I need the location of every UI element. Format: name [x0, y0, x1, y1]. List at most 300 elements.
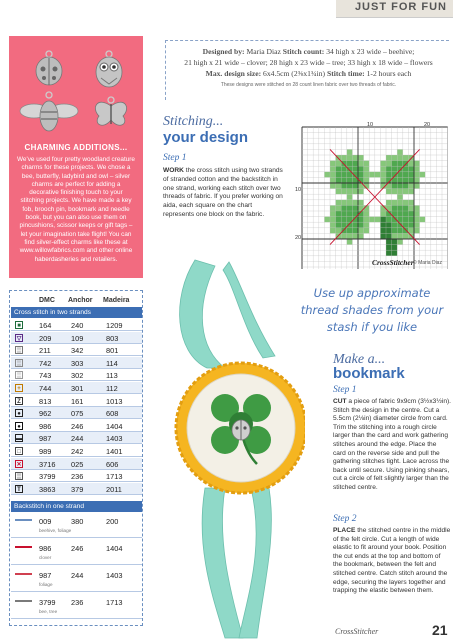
key-madeira: 1713 — [106, 598, 123, 607]
key-row — [11, 357, 142, 369]
chart-stitch — [414, 166, 420, 172]
chart-stitch — [397, 205, 403, 211]
chart-stitch — [380, 161, 386, 167]
chart-stitch — [386, 161, 392, 167]
chart-stitch — [408, 189, 414, 195]
key-madeira: 200 — [106, 517, 119, 526]
chart-stitch — [403, 189, 409, 195]
chart-stitch — [330, 183, 336, 189]
chart-stitch — [386, 233, 392, 239]
chart-stitch — [347, 211, 353, 217]
chart-stitch — [386, 217, 392, 223]
key-header-dmc: DMC — [39, 297, 55, 304]
key-symbol: □ — [15, 447, 23, 455]
chart-stitch — [336, 205, 342, 211]
chart-stitch — [341, 183, 347, 189]
chart-stitch — [330, 222, 336, 228]
chart-stitch — [386, 245, 392, 251]
chart-stitch — [341, 177, 347, 183]
bee-charm-icon — [20, 92, 78, 131]
chart-stitch — [341, 217, 347, 223]
key-anchor: 246 — [71, 421, 84, 431]
key-symbol: ■ — [15, 321, 23, 329]
backstitch-line-swatch — [15, 573, 32, 575]
chart-stitch — [358, 161, 364, 167]
chart-stitch — [364, 217, 370, 223]
chart-stitch — [414, 161, 420, 167]
key-note: bee, tree — [39, 609, 58, 614]
chart-stitch — [341, 166, 347, 172]
key-anchor: 240 — [71, 321, 84, 330]
key-madeira: 2011 — [106, 484, 122, 494]
key-dmc: 3799 — [39, 598, 56, 607]
bookmark-photo — [165, 258, 305, 640]
key-madeira: 112 — [106, 384, 118, 393]
chart-stitch — [408, 172, 414, 178]
chart-stitch — [347, 239, 353, 245]
chart-stitch — [358, 217, 364, 223]
key-anchor: 236 — [71, 472, 84, 482]
chart-stitch — [352, 205, 358, 211]
key-dmc: 3716 — [39, 459, 56, 469]
key-note: foliage — [39, 582, 53, 587]
key-dmc: 987 — [39, 571, 52, 580]
chart-stitch — [336, 211, 342, 217]
key-note: beehive, foliage — [39, 528, 72, 533]
chart-stitch — [386, 250, 392, 256]
bookmark-step1-text — [333, 398, 451, 493]
chart-stitch — [397, 211, 403, 217]
bookmark-subtitle: bookmark — [333, 365, 405, 382]
key-dmc: 986 — [39, 544, 52, 553]
key-row — [11, 319, 142, 331]
key-note: clover — [39, 555, 52, 560]
key-madeira: 606 — [106, 459, 119, 469]
chart-stitch — [408, 222, 414, 228]
chart-stitch — [352, 166, 358, 172]
chart-stitch — [364, 166, 370, 172]
bookmark-step1-body: a piece of fabric 9x9cm (3½x3½in). Stitch the design in the centre. Cut a 5.5cm (2⅛in) diameter circle from card. Trim the stitching into a rough circle larger than the card and work gathering stitches around the edge. Place the card on the reverse side and pull the gathering stitches tight. Lace across the back until secure. Using pinking shears, cut a circle of felt slightly larger than the stitched centre. — [333, 398, 452, 491]
chart-stitch — [336, 217, 342, 223]
chart-stitch — [358, 189, 364, 195]
chart-stitch — [420, 217, 426, 223]
chart-stitch — [403, 211, 409, 217]
chart-stitch — [403, 205, 409, 211]
chart-stitch — [414, 211, 420, 217]
chart-stitch — [364, 177, 370, 183]
chart-stitch — [414, 205, 420, 211]
key-symbol: T — [15, 485, 23, 493]
key-anchor: 075 — [71, 409, 84, 419]
chart-stitch — [380, 177, 386, 183]
key-dmc: 209 — [39, 333, 52, 343]
key-backstitch-row — [11, 540, 142, 565]
chart-stitch — [347, 194, 353, 200]
key-madeira: 1013 — [106, 396, 123, 406]
chart-stitch — [397, 233, 403, 239]
chart-label-20-left: 20 — [295, 235, 302, 241]
bookmark-step2-label: Step 2 — [333, 514, 357, 524]
chart-stitch — [408, 166, 414, 172]
chart-stitch — [392, 245, 398, 251]
chart-stitch — [414, 172, 420, 178]
clover-chart — [294, 119, 449, 269]
bookmark-step2-lead: PLACE — [333, 527, 356, 534]
chart-stitch — [414, 222, 420, 228]
chart-stitch — [375, 172, 381, 178]
chart-stitch — [380, 222, 386, 228]
bookmark-step1-lead: CUT — [333, 398, 347, 405]
chart-stitch — [397, 183, 403, 189]
footer-magazine: CrossStitcher — [335, 627, 379, 636]
chart-stitch — [408, 183, 414, 189]
chart-stitch — [380, 217, 386, 223]
chart-stitch — [386, 228, 392, 234]
chart-stitch — [375, 217, 381, 223]
chart-stitch — [347, 222, 353, 228]
chart-stitch — [341, 189, 347, 195]
handwritten-line-1: Use up approximate — [313, 286, 431, 300]
key-anchor: 244 — [71, 571, 84, 580]
key-row — [11, 369, 142, 381]
banner-text: JUST FOR FUN — [354, 1, 447, 13]
chart-stitch — [403, 166, 409, 172]
key-madeira: 1404 — [106, 421, 123, 431]
key-madeira: 1209 — [106, 321, 123, 330]
chart-stitch — [358, 155, 364, 161]
stitching-title: Stitching... — [163, 114, 224, 129]
chart-stitch — [358, 222, 364, 228]
stitching-body: the cross stitch using two strands of stranded cotton and the backstitch in one strand, working each stitch over two threads of fabric. If you prefer working on aida, each square on the chart represents one block on the fabric. — [163, 167, 283, 218]
chart-stitch — [414, 177, 420, 183]
design-info — [165, 40, 449, 100]
chart-stitch — [347, 205, 353, 211]
chart-stitch — [336, 161, 342, 167]
chart-stitch — [386, 166, 392, 172]
chart-stitch — [397, 239, 403, 245]
chart-stitch — [330, 217, 336, 223]
chart-stitch — [386, 200, 392, 206]
chart-stitch — [330, 161, 336, 167]
chart-stitch — [324, 217, 330, 223]
key-madeira: 1713 — [106, 472, 123, 482]
chart-stitch — [341, 155, 347, 161]
key-anchor: 302 — [71, 371, 84, 381]
owl-charm-icon — [96, 51, 122, 87]
chart-stitch — [392, 233, 398, 239]
backstitch-line-swatch — [15, 600, 32, 602]
chart-stitch — [341, 233, 347, 239]
key-madeira: 608 — [106, 409, 119, 419]
key-madeira: 114 — [106, 358, 118, 368]
chart-stitch — [352, 155, 358, 161]
design-info-line1 — [172, 46, 445, 57]
chart-stitch — [380, 172, 386, 178]
key-dmc: 813 — [39, 396, 52, 406]
chart-stitch — [330, 211, 336, 217]
charms-panel — [9, 36, 143, 278]
chart-stitch — [392, 239, 398, 245]
clover-chart-svg — [294, 119, 449, 269]
key-dmc: 989 — [39, 447, 52, 456]
chart-stitch — [336, 222, 342, 228]
key-row — [11, 407, 142, 419]
chart-stitch — [358, 228, 364, 234]
chart-stitch — [392, 166, 398, 172]
key-anchor: 025 — [71, 459, 84, 469]
key-dmc: 743 — [39, 371, 52, 381]
chart-stitch — [386, 172, 392, 178]
design-info-line2: 21 high x 21 wide – clover; 28 high x 23 wide – tree; 33 high x 18 wide – flowers — [184, 58, 433, 67]
key-symbol: ● — [15, 409, 23, 417]
key-madeira: 113 — [106, 371, 118, 381]
chart-stitch — [380, 228, 386, 234]
key-anchor: 379 — [71, 484, 84, 494]
chart-stitch — [330, 166, 336, 172]
chart-stitch — [330, 205, 336, 211]
ladybird-charm-icon — [232, 420, 250, 440]
chart-stitch — [336, 183, 342, 189]
key-symbol: ▬ — [16, 436, 22, 443]
chart-stitch — [397, 161, 403, 167]
chart-stitch — [397, 194, 403, 200]
chart-stitch — [347, 149, 353, 155]
key-row — [11, 395, 142, 407]
chart-stitch — [403, 217, 409, 223]
key-row — [11, 344, 142, 356]
chart-copyright: © Maria Diaz — [413, 260, 442, 266]
chart-stitch — [414, 228, 420, 234]
key-anchor: 242 — [71, 447, 84, 456]
bookmark-title: Make a... — [333, 352, 386, 367]
chart-stitch — [408, 228, 414, 234]
chart-stitch — [392, 228, 398, 234]
chart-stitch — [386, 239, 392, 245]
chart-stitch — [392, 189, 398, 195]
butterfly-charm-icon — [95, 97, 126, 125]
key-madeira: 1401 — [106, 447, 123, 456]
chart-stitch — [392, 183, 398, 189]
chart-stitch — [408, 177, 414, 183]
key-header-anchor: Anchor — [68, 297, 93, 304]
chart-stitch — [397, 189, 403, 195]
thread-key — [9, 290, 143, 626]
stitch-time-label: Stitch time: — [326, 69, 365, 78]
key-anchor: 246 — [71, 544, 84, 553]
page-number: 21 — [432, 622, 448, 638]
key-row — [11, 483, 142, 495]
chart-stitch — [330, 228, 336, 234]
chart-stitch — [352, 222, 358, 228]
key-dmc: 987 — [39, 434, 52, 444]
chart-stitch — [364, 222, 370, 228]
chart-stitch — [408, 200, 414, 206]
key-dmc: 742 — [39, 358, 52, 368]
backstitch-line-swatch — [15, 519, 32, 521]
key-anchor: 342 — [71, 346, 84, 356]
chart-stitch — [386, 189, 392, 195]
chart-stitch — [397, 228, 403, 234]
chart-stitch — [380, 233, 386, 239]
chart-stitch — [336, 200, 342, 206]
design-info-note: These designs were stitched on 28 count linen fabric over two threads of fabric. — [220, 82, 397, 88]
key-row — [11, 458, 142, 470]
chart-stitch — [341, 200, 347, 206]
key-anchor: 244 — [71, 434, 84, 444]
chart-stitch — [352, 233, 358, 239]
chart-stitch — [341, 211, 347, 217]
chart-stitch — [414, 217, 420, 223]
chart-stitch — [408, 217, 414, 223]
key-dmc: 211 — [39, 346, 51, 356]
chart-stitch — [403, 233, 409, 239]
chart-stitch — [397, 155, 403, 161]
chart-stitch — [347, 161, 353, 167]
chart-stitch — [347, 155, 353, 161]
stitch-count-value: 34 high x 23 wide – beehive; — [326, 47, 415, 56]
chart-stitch — [403, 183, 409, 189]
key-symbol: ● — [15, 422, 23, 430]
design-size-label: Max. design size: — [205, 69, 262, 78]
chart-stitch — [414, 183, 420, 189]
chart-stitch — [397, 222, 403, 228]
stitching-subtitle: your design — [163, 129, 249, 146]
chart-label-20-top: 20 — [424, 122, 431, 128]
chart-stitch — [403, 222, 409, 228]
chart-stitch — [420, 172, 426, 178]
key-dmc: 164 — [39, 321, 52, 330]
chart-stitch — [330, 172, 336, 178]
chart-stitch — [347, 183, 353, 189]
chart-stitch — [392, 161, 398, 167]
key-backstitch-row — [11, 594, 142, 619]
chart-stitch — [341, 228, 347, 234]
key-madeira: 803 — [106, 333, 119, 343]
chart-stitch — [352, 200, 358, 206]
chart-stitch — [364, 172, 370, 178]
chart-stitch — [369, 172, 375, 178]
chart-stitch — [392, 205, 398, 211]
chart-stitch — [386, 222, 392, 228]
key-row — [11, 420, 142, 432]
ladybird-charm-icon — [36, 51, 62, 85]
chart-stitch — [397, 200, 403, 206]
stitching-lead: WORK — [163, 167, 184, 174]
chart-stitch — [352, 228, 358, 234]
chart-stitch — [347, 166, 353, 172]
chart-stitch — [397, 166, 403, 172]
chart-stitch — [358, 172, 364, 178]
bookmark-step2-text — [333, 527, 451, 596]
chart-stitch — [408, 205, 414, 211]
chart-stitch — [392, 200, 398, 206]
bookmark-step1-label: Step 1 — [333, 385, 357, 395]
chart-stitch — [392, 250, 398, 256]
chart-stitch — [358, 166, 364, 172]
chart-stitch — [341, 205, 347, 211]
key-anchor: 380 — [71, 517, 84, 526]
chart-stitch — [336, 172, 342, 178]
key-anchor: 236 — [71, 598, 84, 607]
key-anchor: 303 — [71, 358, 84, 368]
designer-value: Maria Diaz — [246, 47, 281, 56]
chart-stitch — [347, 189, 353, 195]
chart-stitch — [408, 161, 414, 167]
chart-stitch — [369, 217, 375, 223]
chart-stitch — [380, 211, 386, 217]
key-madeira: 1403 — [106, 571, 123, 580]
chart-stitch — [380, 166, 386, 172]
chart-stitch — [403, 200, 409, 206]
designer-label: Designed by: — [202, 47, 245, 56]
chart-stitch — [403, 155, 409, 161]
chart-stitch — [397, 177, 403, 183]
key-anchor: 301 — [71, 384, 84, 393]
chart-stitch — [358, 200, 364, 206]
chart-stitch — [364, 211, 370, 217]
stitching-step-text — [163, 167, 283, 220]
bookmark-step2-body: the stitched centre in the middle of the felt circle. Cut a length of wide elastic to fit around your book. Position the cut ends at the top and bottom of the bookmark, between the felt and stitched centre. Catch stitch around the edge, securing the layers together and trapping the elastic between them. — [333, 527, 451, 595]
section-banner — [336, 0, 453, 18]
chart-stitch — [364, 228, 370, 234]
key-dmc: 962 — [39, 409, 52, 419]
design-size-value: 6x4.5cm (2⅜x1¾in) — [263, 69, 326, 78]
key-header-madeira: Madeira — [103, 297, 130, 304]
chart-stitch — [324, 172, 330, 178]
key-row — [11, 382, 142, 394]
chart-stitch — [341, 172, 347, 178]
key-madeira: 801 — [106, 346, 119, 356]
chart-stitch — [347, 228, 353, 234]
chart-stitch — [341, 222, 347, 228]
key-backstitch-row — [11, 513, 142, 538]
key-symbol: ▽ — [16, 335, 22, 342]
chart-stitch — [403, 228, 409, 234]
chart-stitch — [336, 228, 342, 234]
chart-stitch — [352, 189, 358, 195]
chart-label-10-left: 10 — [295, 187, 302, 193]
chart-stitch — [403, 177, 409, 183]
key-anchor: 161 — [71, 396, 84, 406]
chart-stitch — [403, 172, 409, 178]
chart-stitch — [330, 177, 336, 183]
key-row — [11, 432, 142, 444]
chart-stitch — [336, 189, 342, 195]
key-cross-title: Cross stitch in two strands — [11, 307, 142, 318]
key-symbol: ▒ — [16, 348, 22, 355]
key-symbol: ✕ — [16, 461, 22, 468]
chart-stitch — [352, 183, 358, 189]
key-anchor: 109 — [71, 333, 84, 343]
chart-stitch — [336, 166, 342, 172]
chart-stitch — [364, 161, 370, 167]
key-row — [11, 332, 142, 344]
charms-photo — [9, 36, 143, 140]
chart-stitch — [347, 200, 353, 206]
backstitch-line-swatch — [15, 546, 32, 548]
key-madeira: 1404 — [106, 544, 123, 553]
chart-stitch — [397, 149, 403, 155]
charms-heading: CHARMING ADDITIONS... — [24, 143, 128, 152]
charms-body: We've used four pretty woodland creature charms for these projects. We chose a bee, butterfly, ladybird and owl – silver charms are perfect for adding a decorative finishing touch to your stitching projects. We have made a key fob, brooch pin, bookmark and needle book, but you can also use them on pincushions, scissor keeps or gift tags – let your imagination take flight! You can find silver-effect charms like these at www.willowfabrics.com and other online haberdasheries and retailers. — [17, 156, 135, 263]
stitch-count-label: Stitch count: — [282, 47, 325, 56]
key-symbol: + — [15, 384, 23, 392]
chart-stitch — [347, 233, 353, 239]
key-symbol: ▒ — [16, 360, 22, 367]
chart-stitch — [392, 155, 398, 161]
chart-stitch — [403, 161, 409, 167]
handwritten-line-3: stash if you like — [326, 320, 418, 334]
